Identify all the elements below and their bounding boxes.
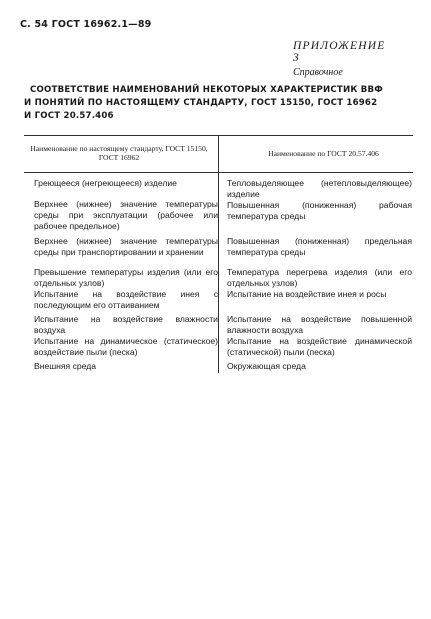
table-cell-right: Испытание на воздействие инея и росы [227,289,387,299]
table-cell-left: Испытание на воздействие инея с последующим его оттаиванием [34,289,218,310]
page-header: С. 54 ГОСТ 16962.1—89 [20,19,152,30]
table-cell-right: Испытание на воздействие динамической (статической) пыли (песка) [227,336,412,357]
column-divider [218,135,219,373]
appendix-title: ПРИЛОЖЕНИЕ 3 [293,40,386,64]
table-cell-right: Окружающая среда [227,361,306,371]
title-line-3: И ГОСТ 20.57.406 [24,111,114,121]
column-header-left: Наименование по настоящему стандарту, ГОСТ 15150, ГОСТ 16962 [30,144,208,162]
table-cell-left: Верхнее (нижнее) значение температуры среды при транспортировании и хранении [34,236,218,257]
title-line-1: СООТВЕТСТВИЕ НАИМЕНОВАНИЙ НЕКОТОРЫХ ХАРАКТЕРИСТИК ВВФ [30,85,384,95]
table-cell-left: Испытание на воздействие влажности воздуха [34,314,218,335]
table-cell-left: Превышение температуры изделия (или его отдельных узлов) [34,267,218,288]
table-cell-right: Тепловыделяющее (нетепловыделяющее) изделие [227,178,412,199]
table-cell-right: Температура перегрева изделия (или его отдельных узлов) [227,267,412,288]
table-cell-left: Внешняя среда [34,361,97,371]
table-cell-left: Испытание на динамическое (статическое) воздействие пыли (песка) [34,336,218,357]
document-title [24,84,414,123]
table-cell-right: Повышенная (пониженная) предельная температура среды [227,236,412,257]
appendix-subtitle: Справочное [293,67,343,78]
title-line-2: И ПОНЯТИЙ ПО НАСТОЯЩЕМУ СТАНДАРТУ, ГОСТ 15150, ГОСТ 16962 [24,98,378,108]
table-cell-left: Верхнее (нижнее) значение температуры среды при эксплуатации (рабочее или рабочее предельное) [34,199,218,231]
table-cell-right: Повышенная (пониженная) рабочая температура среды [227,200,412,221]
appendix-label [293,40,386,78]
column-header-right: Наименование по ГОСТ 20.57.406 [268,149,379,158]
table-cell-right: Испытание на воздействие повышенной влажности воздуха [227,314,412,335]
table-cell-left: Греющееся (негреющееся) изделие [34,178,177,188]
